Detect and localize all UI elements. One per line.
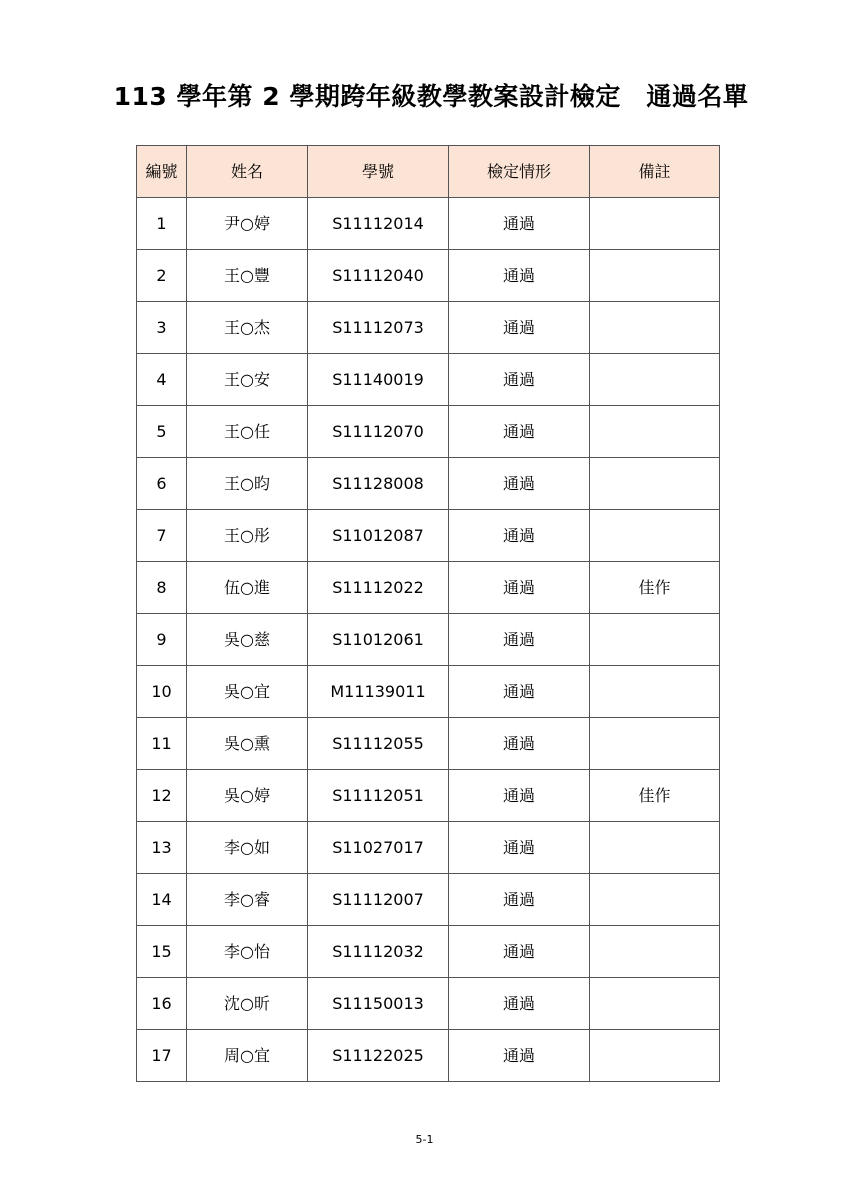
table-row: [137, 614, 720, 666]
cell-status: 通過: [449, 822, 590, 874]
cell-name: 尹○婷: [187, 198, 308, 250]
cell-number: 14: [137, 874, 187, 926]
cell-number: 17: [137, 1030, 187, 1082]
cell-student-id: S11112070: [308, 406, 449, 458]
cell-note: [590, 1030, 720, 1082]
table-header-row: [137, 146, 720, 198]
cell-status: 通過: [449, 198, 590, 250]
cell-number: 4: [137, 354, 187, 406]
table-row: [137, 978, 720, 1030]
cell-student-id: S11112055: [308, 718, 449, 770]
table-row: [137, 406, 720, 458]
cell-student-id: S11112040: [308, 250, 449, 302]
table-row: [137, 510, 720, 562]
cell-status: 通過: [449, 718, 590, 770]
cell-student-id: S11112014: [308, 198, 449, 250]
cell-note: 佳作: [590, 770, 720, 822]
cell-number: 9: [137, 614, 187, 666]
cell-name: 吳○熏: [187, 718, 308, 770]
cell-note: [590, 614, 720, 666]
cell-student-id: S11128008: [308, 458, 449, 510]
cell-status: 通過: [449, 926, 590, 978]
cell-note: [590, 354, 720, 406]
cell-status: 通過: [449, 874, 590, 926]
cell-number: 10: [137, 666, 187, 718]
cell-student-id: S11012087: [308, 510, 449, 562]
pass-list-table: [136, 145, 720, 1082]
cell-number: 5: [137, 406, 187, 458]
cell-name: 李○睿: [187, 874, 308, 926]
table-row: [137, 458, 720, 510]
cell-number: 11: [137, 718, 187, 770]
cell-note: [590, 874, 720, 926]
cell-number: 3: [137, 302, 187, 354]
cell-student-id: S11112032: [308, 926, 449, 978]
cell-note: [590, 198, 720, 250]
header-note: 備註: [590, 146, 720, 198]
cell-student-id: M11139011: [308, 666, 449, 718]
table-row: [137, 874, 720, 926]
cell-status: 通過: [449, 978, 590, 1030]
cell-number: 1: [137, 198, 187, 250]
cell-note: [590, 510, 720, 562]
cell-status: 通過: [449, 302, 590, 354]
cell-number: 8: [137, 562, 187, 614]
cell-status: 通過: [449, 458, 590, 510]
table-row: [137, 718, 720, 770]
table-row: [137, 198, 720, 250]
cell-student-id: S11140019: [308, 354, 449, 406]
cell-number: 16: [137, 978, 187, 1030]
table-row: [137, 926, 720, 978]
cell-name: 李○如: [187, 822, 308, 874]
cell-name: 伍○進: [187, 562, 308, 614]
cell-name: 王○彤: [187, 510, 308, 562]
cell-number: 15: [137, 926, 187, 978]
cell-student-id: S11012061: [308, 614, 449, 666]
cell-student-id: S11112007: [308, 874, 449, 926]
cell-status: 通過: [449, 1030, 590, 1082]
cell-name: 王○安: [187, 354, 308, 406]
header-name: 姓名: [187, 146, 308, 198]
cell-number: 12: [137, 770, 187, 822]
header-number: 編號: [137, 146, 187, 198]
table-row: [137, 562, 720, 614]
cell-status: 通過: [449, 354, 590, 406]
cell-name: 吳○婷: [187, 770, 308, 822]
cell-name: 王○任: [187, 406, 308, 458]
cell-status: 通過: [449, 562, 590, 614]
table-row: [137, 666, 720, 718]
table-row: [137, 822, 720, 874]
cell-status: 通過: [449, 510, 590, 562]
cell-student-id: S11112051: [308, 770, 449, 822]
cell-note: 佳作: [590, 562, 720, 614]
cell-student-id: S11027017: [308, 822, 449, 874]
cell-name: 沈○昕: [187, 978, 308, 1030]
cell-student-id: S11150013: [308, 978, 449, 1030]
cell-name: 王○杰: [187, 302, 308, 354]
cell-student-id: S11112022: [308, 562, 449, 614]
header-status: 檢定情形: [449, 146, 590, 198]
cell-note: [590, 302, 720, 354]
cell-status: 通過: [449, 250, 590, 302]
cell-name: 李○怡: [187, 926, 308, 978]
cell-status: 通過: [449, 614, 590, 666]
cell-note: [590, 458, 720, 510]
cell-name: 吳○慈: [187, 614, 308, 666]
cell-name: 王○豐: [187, 250, 308, 302]
table-row: [137, 770, 720, 822]
cell-name: 吳○宜: [187, 666, 308, 718]
cell-student-id: S11122025: [308, 1030, 449, 1082]
cell-status: 通過: [449, 770, 590, 822]
cell-name: 王○昀: [187, 458, 308, 510]
table-row: [137, 250, 720, 302]
table-row: [137, 302, 720, 354]
cell-status: 通過: [449, 406, 590, 458]
page-number: 5-1: [415, 1133, 434, 1146]
cell-number: 6: [137, 458, 187, 510]
page-title: 113 學年第 2 學期跨年級教學教案設計檢定 通過名單: [113, 81, 749, 111]
cell-note: [590, 926, 720, 978]
cell-student-id: S11112073: [308, 302, 449, 354]
cell-note: [590, 978, 720, 1030]
cell-note: [590, 718, 720, 770]
table-row: [137, 354, 720, 406]
cell-number: 2: [137, 250, 187, 302]
cell-name: 周○宜: [187, 1030, 308, 1082]
cell-note: [590, 822, 720, 874]
cell-status: 通過: [449, 666, 590, 718]
cell-number: 13: [137, 822, 187, 874]
cell-note: [590, 406, 720, 458]
cell-note: [590, 666, 720, 718]
cell-number: 7: [137, 510, 187, 562]
header-student-id: 學號: [308, 146, 449, 198]
cell-note: [590, 250, 720, 302]
table-row: [137, 1030, 720, 1082]
